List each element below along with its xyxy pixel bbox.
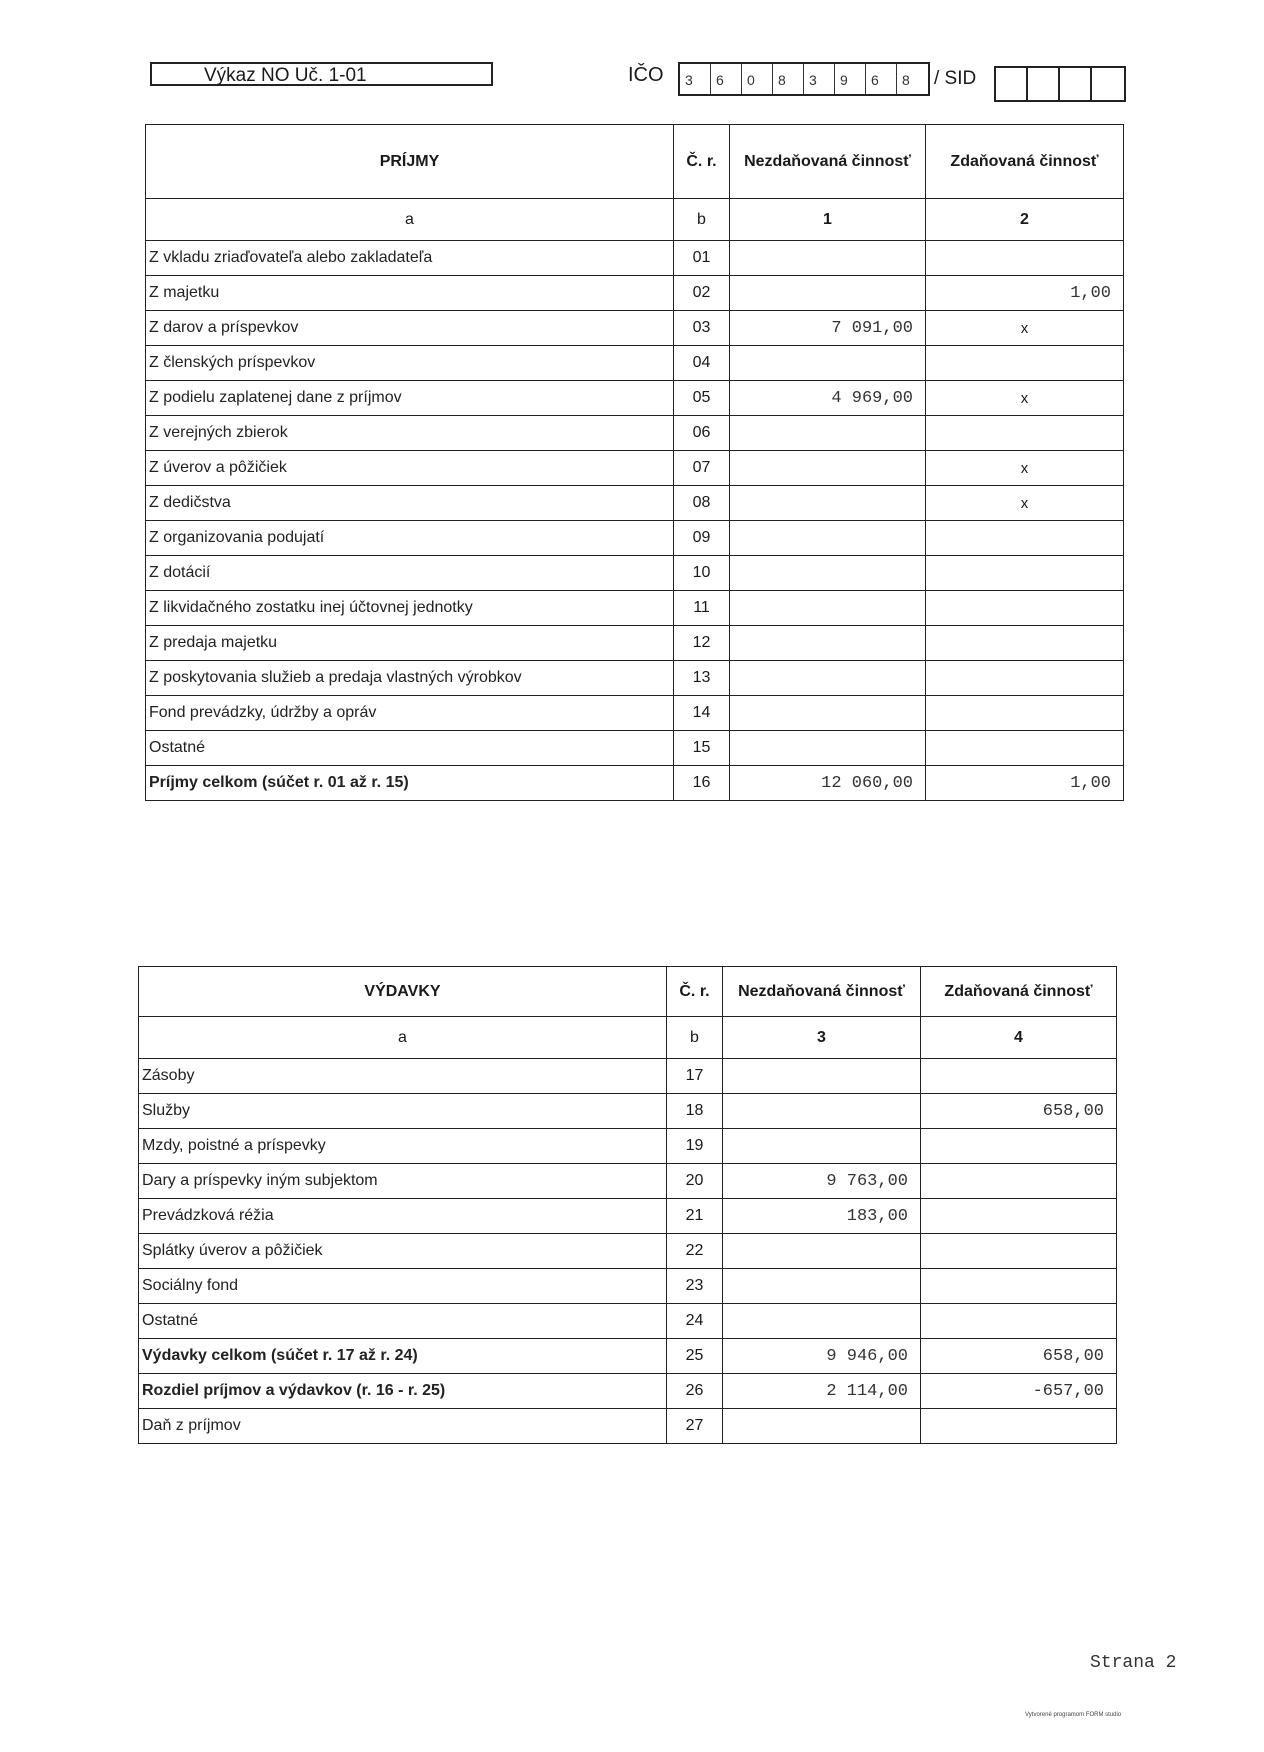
row-value-tax bbox=[926, 521, 1124, 556]
row-label: Z organizovania podujatí bbox=[146, 521, 674, 556]
row-value-nontax bbox=[723, 1094, 921, 1129]
row-value-tax bbox=[926, 346, 1124, 381]
row-label: Prevádzková réžia bbox=[139, 1199, 667, 1234]
expenses-body bbox=[139, 1059, 1117, 1444]
row-value-nontax bbox=[730, 486, 926, 521]
row-value-nontax bbox=[730, 591, 926, 626]
row-number: 17 bbox=[667, 1059, 723, 1094]
row-label: Mzdy, poistné a príspevky bbox=[139, 1129, 667, 1164]
table-row bbox=[146, 451, 1124, 486]
row-number: 02 bbox=[674, 276, 730, 311]
ico-label: IČO bbox=[628, 64, 664, 86]
row-value-nontax bbox=[730, 451, 926, 486]
row-number: 24 bbox=[667, 1304, 723, 1339]
table-row bbox=[146, 416, 1124, 451]
row-value-tax bbox=[921, 1234, 1117, 1269]
income-sub-b: b bbox=[674, 199, 730, 241]
row-value-tax: x bbox=[926, 311, 1124, 346]
table-row bbox=[139, 1374, 1117, 1409]
sid-cell bbox=[1092, 68, 1124, 100]
form-title: Výkaz NO Uč. 1-01 bbox=[150, 62, 493, 86]
page-number: Strana 2 bbox=[1090, 1653, 1177, 1673]
software-credit: Vytvorené programom FORM studio bbox=[1025, 1712, 1122, 1718]
row-number: 08 bbox=[674, 486, 730, 521]
row-number: 15 bbox=[674, 731, 730, 766]
ico-digit: 6 bbox=[866, 64, 897, 94]
row-value-tax bbox=[926, 416, 1124, 451]
expenses-col-nontax: Nezdaňovaná činnosť bbox=[723, 967, 921, 1017]
table-row bbox=[139, 1059, 1117, 1094]
row-value-tax bbox=[926, 626, 1124, 661]
row-value-tax bbox=[926, 241, 1124, 276]
table-row bbox=[146, 346, 1124, 381]
table-row bbox=[139, 1199, 1117, 1234]
row-value-nontax: 9 763,00 bbox=[723, 1164, 921, 1199]
income-header-row bbox=[146, 125, 1124, 199]
row-label: Z poskytovania služieb a predaja vlastných výrobkov bbox=[146, 661, 674, 696]
row-number: 26 bbox=[667, 1374, 723, 1409]
table-row bbox=[146, 626, 1124, 661]
row-label: Z dotácií bbox=[146, 556, 674, 591]
income-sub-2: 2 bbox=[926, 199, 1124, 241]
row-value-nontax bbox=[730, 731, 926, 766]
row-label: Z úverov a pôžičiek bbox=[146, 451, 674, 486]
expenses-header-row bbox=[139, 967, 1117, 1017]
table-row bbox=[139, 1164, 1117, 1199]
ico-digit: 3 bbox=[804, 64, 835, 94]
expenses-sub-a: a bbox=[139, 1017, 667, 1059]
table-row bbox=[146, 276, 1124, 311]
table-row bbox=[139, 1234, 1117, 1269]
row-value-tax bbox=[921, 1059, 1117, 1094]
expenses-title: VÝDAVKY bbox=[139, 967, 667, 1017]
row-value-tax: x bbox=[926, 381, 1124, 416]
table-row bbox=[146, 486, 1124, 521]
income-col-cr: Č. r. bbox=[674, 125, 730, 199]
row-label: Z darov a príspevkov bbox=[146, 311, 674, 346]
sid-cell bbox=[996, 68, 1028, 100]
row-number: 23 bbox=[667, 1269, 723, 1304]
row-label: Fond prevádzky, údržby a opráv bbox=[146, 696, 674, 731]
row-label: Z majetku bbox=[146, 276, 674, 311]
expenses-sub-b: b bbox=[667, 1017, 723, 1059]
income-sub-a: a bbox=[146, 199, 674, 241]
table-row bbox=[139, 1269, 1117, 1304]
table-row bbox=[146, 591, 1124, 626]
row-label: Z dedičstva bbox=[146, 486, 674, 521]
table-row bbox=[146, 556, 1124, 591]
row-value-tax: x bbox=[926, 486, 1124, 521]
row-label: Výdavky celkom (súčet r. 17 až r. 24) bbox=[139, 1339, 667, 1374]
table-row bbox=[139, 1094, 1117, 1129]
row-value-nontax bbox=[730, 521, 926, 556]
row-number: 01 bbox=[674, 241, 730, 276]
row-value-tax: 658,00 bbox=[921, 1094, 1117, 1129]
row-label: Zásoby bbox=[139, 1059, 667, 1094]
row-value-nontax: 9 946,00 bbox=[723, 1339, 921, 1374]
row-value-tax: 658,00 bbox=[921, 1339, 1117, 1374]
ico-digit: 8 bbox=[902, 72, 910, 88]
sid-cell bbox=[1028, 68, 1060, 100]
row-label: Z členských príspevkov bbox=[146, 346, 674, 381]
row-value-nontax bbox=[730, 416, 926, 451]
row-label: Z predaja majetku bbox=[146, 626, 674, 661]
income-subheader-row bbox=[146, 199, 1124, 241]
row-label: Príjmy celkom (súčet r. 01 až r. 15) bbox=[146, 766, 674, 801]
row-value-nontax bbox=[730, 696, 926, 731]
row-label: Dary a príspevky iným subjektom bbox=[139, 1164, 667, 1199]
row-label: Z podielu zaplatenej dane z príjmov bbox=[146, 381, 674, 416]
income-col-nontax: Nezdaňovaná činnosť bbox=[730, 125, 926, 199]
expenses-col-cr: Č. r. bbox=[667, 967, 723, 1017]
row-value-tax bbox=[926, 556, 1124, 591]
row-value-tax bbox=[921, 1304, 1117, 1339]
table-row bbox=[146, 731, 1124, 766]
row-number: 06 bbox=[674, 416, 730, 451]
row-value-nontax bbox=[723, 1059, 921, 1094]
income-col-tax: Zdaňovaná činnosť bbox=[926, 125, 1124, 199]
row-label: Ostatné bbox=[146, 731, 674, 766]
row-value-tax bbox=[921, 1164, 1117, 1199]
row-value-tax bbox=[926, 591, 1124, 626]
row-value-nontax: 7 091,00 bbox=[730, 311, 926, 346]
row-value-tax: 1,00 bbox=[926, 276, 1124, 311]
row-value-nontax bbox=[730, 346, 926, 381]
row-number: 12 bbox=[674, 626, 730, 661]
row-value-nontax: 183,00 bbox=[723, 1199, 921, 1234]
row-number: 21 bbox=[667, 1199, 723, 1234]
table-row bbox=[146, 661, 1124, 696]
row-value-nontax bbox=[723, 1234, 921, 1269]
row-number: 11 bbox=[674, 591, 730, 626]
row-value-nontax bbox=[730, 556, 926, 591]
table-row bbox=[146, 311, 1124, 346]
row-number: 20 bbox=[667, 1164, 723, 1199]
table-row bbox=[146, 766, 1124, 801]
row-value-tax bbox=[921, 1409, 1117, 1444]
expenses-col-tax: Zdaňovaná činnosť bbox=[921, 967, 1117, 1017]
row-label: Z likvidačného zostatku inej účtovnej jednotky bbox=[146, 591, 674, 626]
row-label: Ostatné bbox=[139, 1304, 667, 1339]
ico-digit: 8 bbox=[773, 64, 804, 94]
row-number: 04 bbox=[674, 346, 730, 381]
row-value-nontax bbox=[723, 1269, 921, 1304]
table-row bbox=[139, 1304, 1117, 1339]
table-row bbox=[139, 1409, 1117, 1444]
table-row bbox=[139, 1339, 1117, 1374]
sid-label: / SID bbox=[934, 68, 977, 89]
income-title: PRÍJMY bbox=[146, 125, 674, 199]
income-sub-1: 1 bbox=[730, 199, 926, 241]
row-number: 19 bbox=[667, 1129, 723, 1164]
row-value-tax bbox=[921, 1129, 1117, 1164]
row-label: Splátky úverov a pôžičiek bbox=[139, 1234, 667, 1269]
row-value-tax bbox=[926, 661, 1124, 696]
table-row bbox=[146, 521, 1124, 556]
expenses-sub-3: 3 bbox=[723, 1017, 921, 1059]
row-value-nontax bbox=[730, 626, 926, 661]
row-number: 22 bbox=[667, 1234, 723, 1269]
row-value-tax bbox=[926, 696, 1124, 731]
sid-cell bbox=[1060, 68, 1092, 100]
row-number: 14 bbox=[674, 696, 730, 731]
row-number: 27 bbox=[667, 1409, 723, 1444]
row-number: 25 bbox=[667, 1339, 723, 1374]
row-value-nontax bbox=[723, 1409, 921, 1444]
row-value-nontax: 2 114,00 bbox=[723, 1374, 921, 1409]
row-value-nontax bbox=[730, 276, 926, 311]
row-label: Rozdiel príjmov a výdavkov (r. 16 - r. 25) bbox=[139, 1374, 667, 1409]
row-number: 05 bbox=[674, 381, 730, 416]
row-value-nontax: 12 060,00 bbox=[730, 766, 926, 801]
row-number: 16 bbox=[674, 766, 730, 801]
row-value-nontax bbox=[730, 241, 926, 276]
row-value-tax: -657,00 bbox=[921, 1374, 1117, 1409]
row-value-nontax: 4 969,00 bbox=[730, 381, 926, 416]
ico-digit: 0 bbox=[742, 64, 773, 94]
row-number: 13 bbox=[674, 661, 730, 696]
row-value-tax bbox=[921, 1199, 1117, 1234]
row-number: 03 bbox=[674, 311, 730, 346]
income-table bbox=[145, 124, 1124, 801]
income-body bbox=[146, 241, 1124, 801]
expenses-sub-4: 4 bbox=[921, 1017, 1117, 1059]
sid-boxes bbox=[994, 66, 1126, 102]
row-number: 07 bbox=[674, 451, 730, 486]
ico-digit: 9 bbox=[835, 64, 866, 94]
row-value-nontax bbox=[730, 661, 926, 696]
row-value-tax: x bbox=[926, 451, 1124, 486]
expenses-subheader-row bbox=[139, 1017, 1117, 1059]
row-number: 10 bbox=[674, 556, 730, 591]
table-row bbox=[146, 241, 1124, 276]
row-number: 18 bbox=[667, 1094, 723, 1129]
row-label: Služby bbox=[139, 1094, 667, 1129]
row-value-nontax bbox=[723, 1129, 921, 1164]
table-row bbox=[146, 381, 1124, 416]
row-value-tax: 1,00 bbox=[926, 766, 1124, 801]
row-label: Z verejných zbierok bbox=[146, 416, 674, 451]
row-value-tax bbox=[921, 1269, 1117, 1304]
row-value-tax bbox=[926, 731, 1124, 766]
row-label: Sociálny fond bbox=[139, 1269, 667, 1304]
row-number: 09 bbox=[674, 521, 730, 556]
row-value-nontax bbox=[723, 1304, 921, 1339]
row-label: Z vkladu zriaďovateľa alebo zakladateľa bbox=[146, 241, 674, 276]
table-row bbox=[146, 696, 1124, 731]
ico-digit: 6 bbox=[711, 64, 742, 94]
ico-digit: 3 bbox=[680, 64, 711, 94]
expenses-table bbox=[138, 966, 1117, 1444]
table-row bbox=[139, 1129, 1117, 1164]
row-label: Daň z príjmov bbox=[139, 1409, 667, 1444]
ico-boxes bbox=[678, 62, 930, 96]
